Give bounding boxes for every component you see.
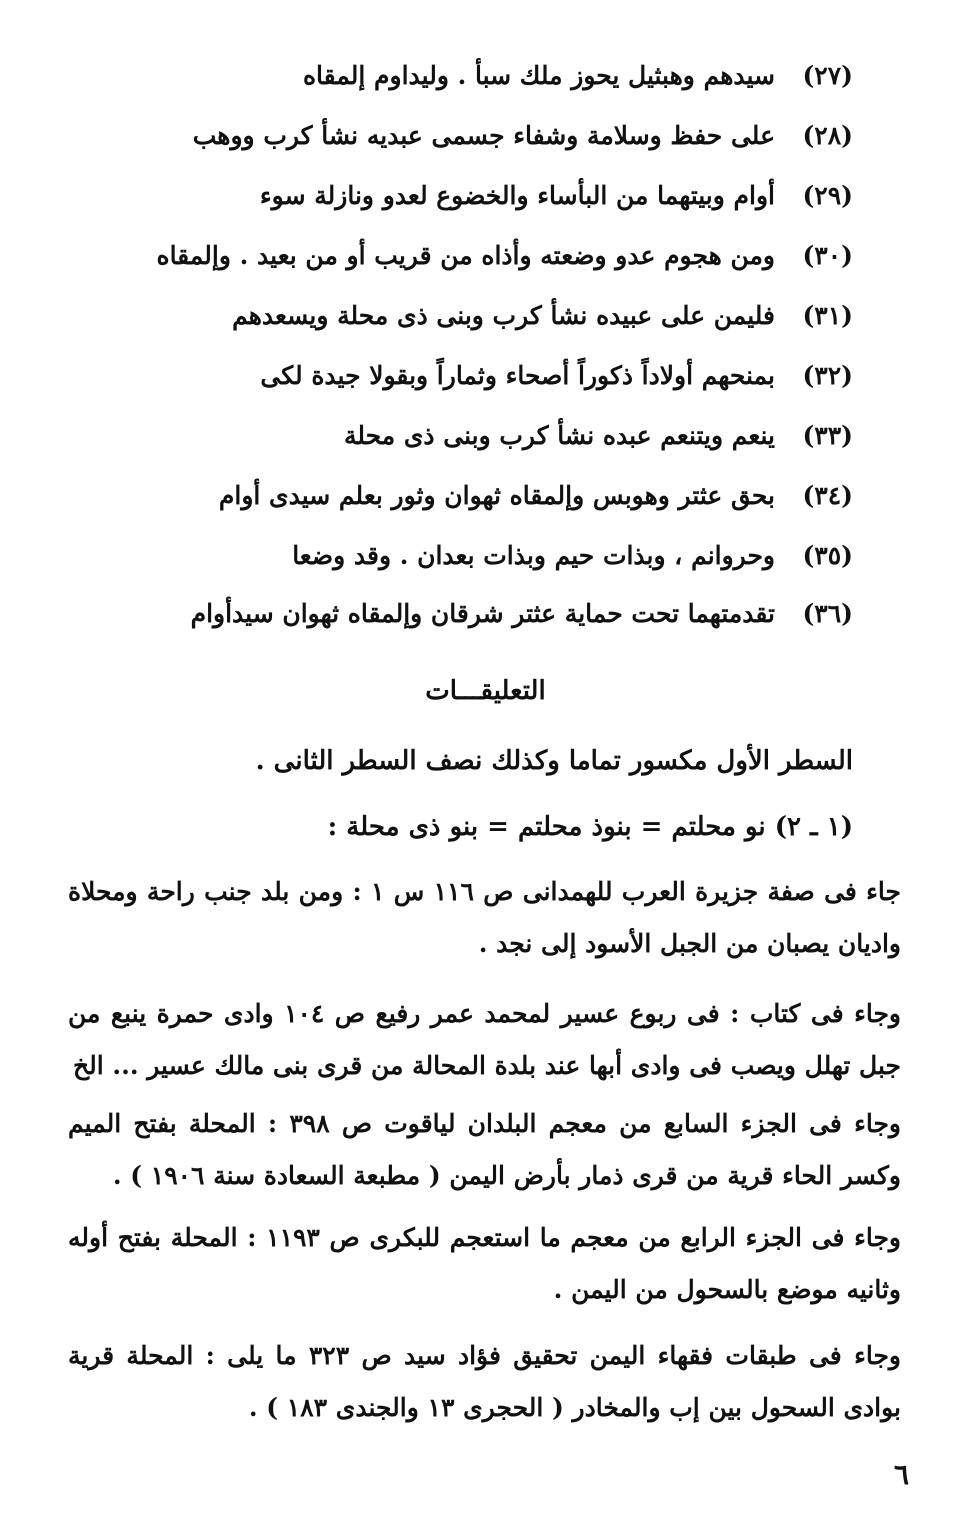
verse-line xyxy=(292,532,853,580)
verse-number: (٣٣) xyxy=(802,421,853,450)
verse-text: تقدمتهما تحت حماية عثتر شرقان وإلمقاه ثهوان سيدأوام xyxy=(190,599,775,628)
verse-text: وحروانم ، وبذات حيم وبذات بعدان . وقد وضعا xyxy=(292,541,775,570)
verse-line xyxy=(193,112,853,160)
verse-line xyxy=(156,232,853,280)
verse-text: بحق عثتر وهوبس وإلمقاه ثهوان وثور بعلم سيدى أوام xyxy=(218,481,775,510)
verse-number: (٣١) xyxy=(802,301,853,330)
commentary-paragraph: وجاء فى الجزء السابع من معجم البلدان لياقوت ص ٣٩٨ : المحلة بفتح الميم وكسر الحاء قرية من قرى ذمار بأرض اليمن ( مطبعة السعادة سنة ١٩٠٦ ) . xyxy=(68,1109,901,1190)
verse-text: على حفظ وسلامة وشفاء جسمى عبديه نشأ كرب ووهب xyxy=(192,121,775,150)
verse-line xyxy=(260,352,853,400)
commentary-paragraph: وجاء فى الجزء الرابع من معجم ما استعجم للبكرى ص ١١٩٣ : المحلة بفتح أوله وثانيه موضع بالسحول من اليمن . xyxy=(68,1223,901,1304)
verse-line xyxy=(232,292,853,340)
verse-number: (٣٦) xyxy=(802,599,853,628)
verse-line xyxy=(260,172,853,220)
page-number: ٦ xyxy=(893,1458,909,1491)
verse-line xyxy=(219,472,853,520)
verse-text: سيدهم وهبثيل يحوز ملك سبأ . وليداوم إلمقاه xyxy=(302,61,775,90)
section-heading: التعليقـــات xyxy=(425,676,546,706)
note-line: السطر الأول مكسور تماما وكذلك نصف السطر الثانى . xyxy=(255,746,853,776)
verse-text: أوام وبيتهما من البأساء والخضوع لعدو ونازلة سوء xyxy=(259,181,775,210)
verse-line xyxy=(344,412,853,460)
note-line: (١ ـ ٢) نو محلتم = بنوذ محلتم = بنو ذى محلة : xyxy=(327,812,853,842)
verse-text: بمنحهم أولاداً ذكوراً أصحاء وثماراً وبقولا جيدة لكى xyxy=(260,361,775,390)
verse-number: (٢٩) xyxy=(802,181,853,210)
verse-number: (٣٢) xyxy=(802,361,853,390)
verse-number: (٣٤) xyxy=(802,481,853,510)
commentary-paragraph: وجاء فى كتاب : فى ربوع عسير لمحمد عمر رفيع ص ١٠٤ وادى حمرة ينبع من جبل تهلل ويصب فى وادى أبها عند بلدة المحالة من قرى بنى مالك عسير ... الخ xyxy=(68,999,901,1080)
commentary-paragraph: جاء فى صفة جزيرة العرب للهمدانى ص ١١٦ س ١ : ومن بلد جنب راحة ومحلاة واديان يصبان من الجبل الأسود إلى نجد . xyxy=(68,877,902,958)
verse-text: ينعم ويتنعم عبده نشأ كرب وبنى ذى محلة xyxy=(343,421,775,450)
verse-text: ومن هجوم عدو وضعته وأذاه من قريب أو من بعيد . وإلمقاه xyxy=(156,241,775,270)
verse-line xyxy=(303,52,853,100)
verse-number: (٢٨) xyxy=(802,121,853,150)
verse-text: فليمن على عبيده نشأ كرب وبنى ذى محلة ويسعدهم xyxy=(232,301,775,330)
verse-number: (٢٧) xyxy=(802,61,853,90)
verse-number: (٣٥) xyxy=(802,541,853,570)
verse-line xyxy=(191,590,853,638)
verse-number: (٣٠) xyxy=(802,241,853,270)
commentary-paragraph: وجاء فى طبقات فقهاء اليمن تحقيق فؤاد سيد ص ٣٢٣ ما يلى : المحلة قرية بوادى السحول بين إب والمخادر ( الحجرى ١٣ والجندى ١٨٣ ) . xyxy=(68,1341,901,1422)
